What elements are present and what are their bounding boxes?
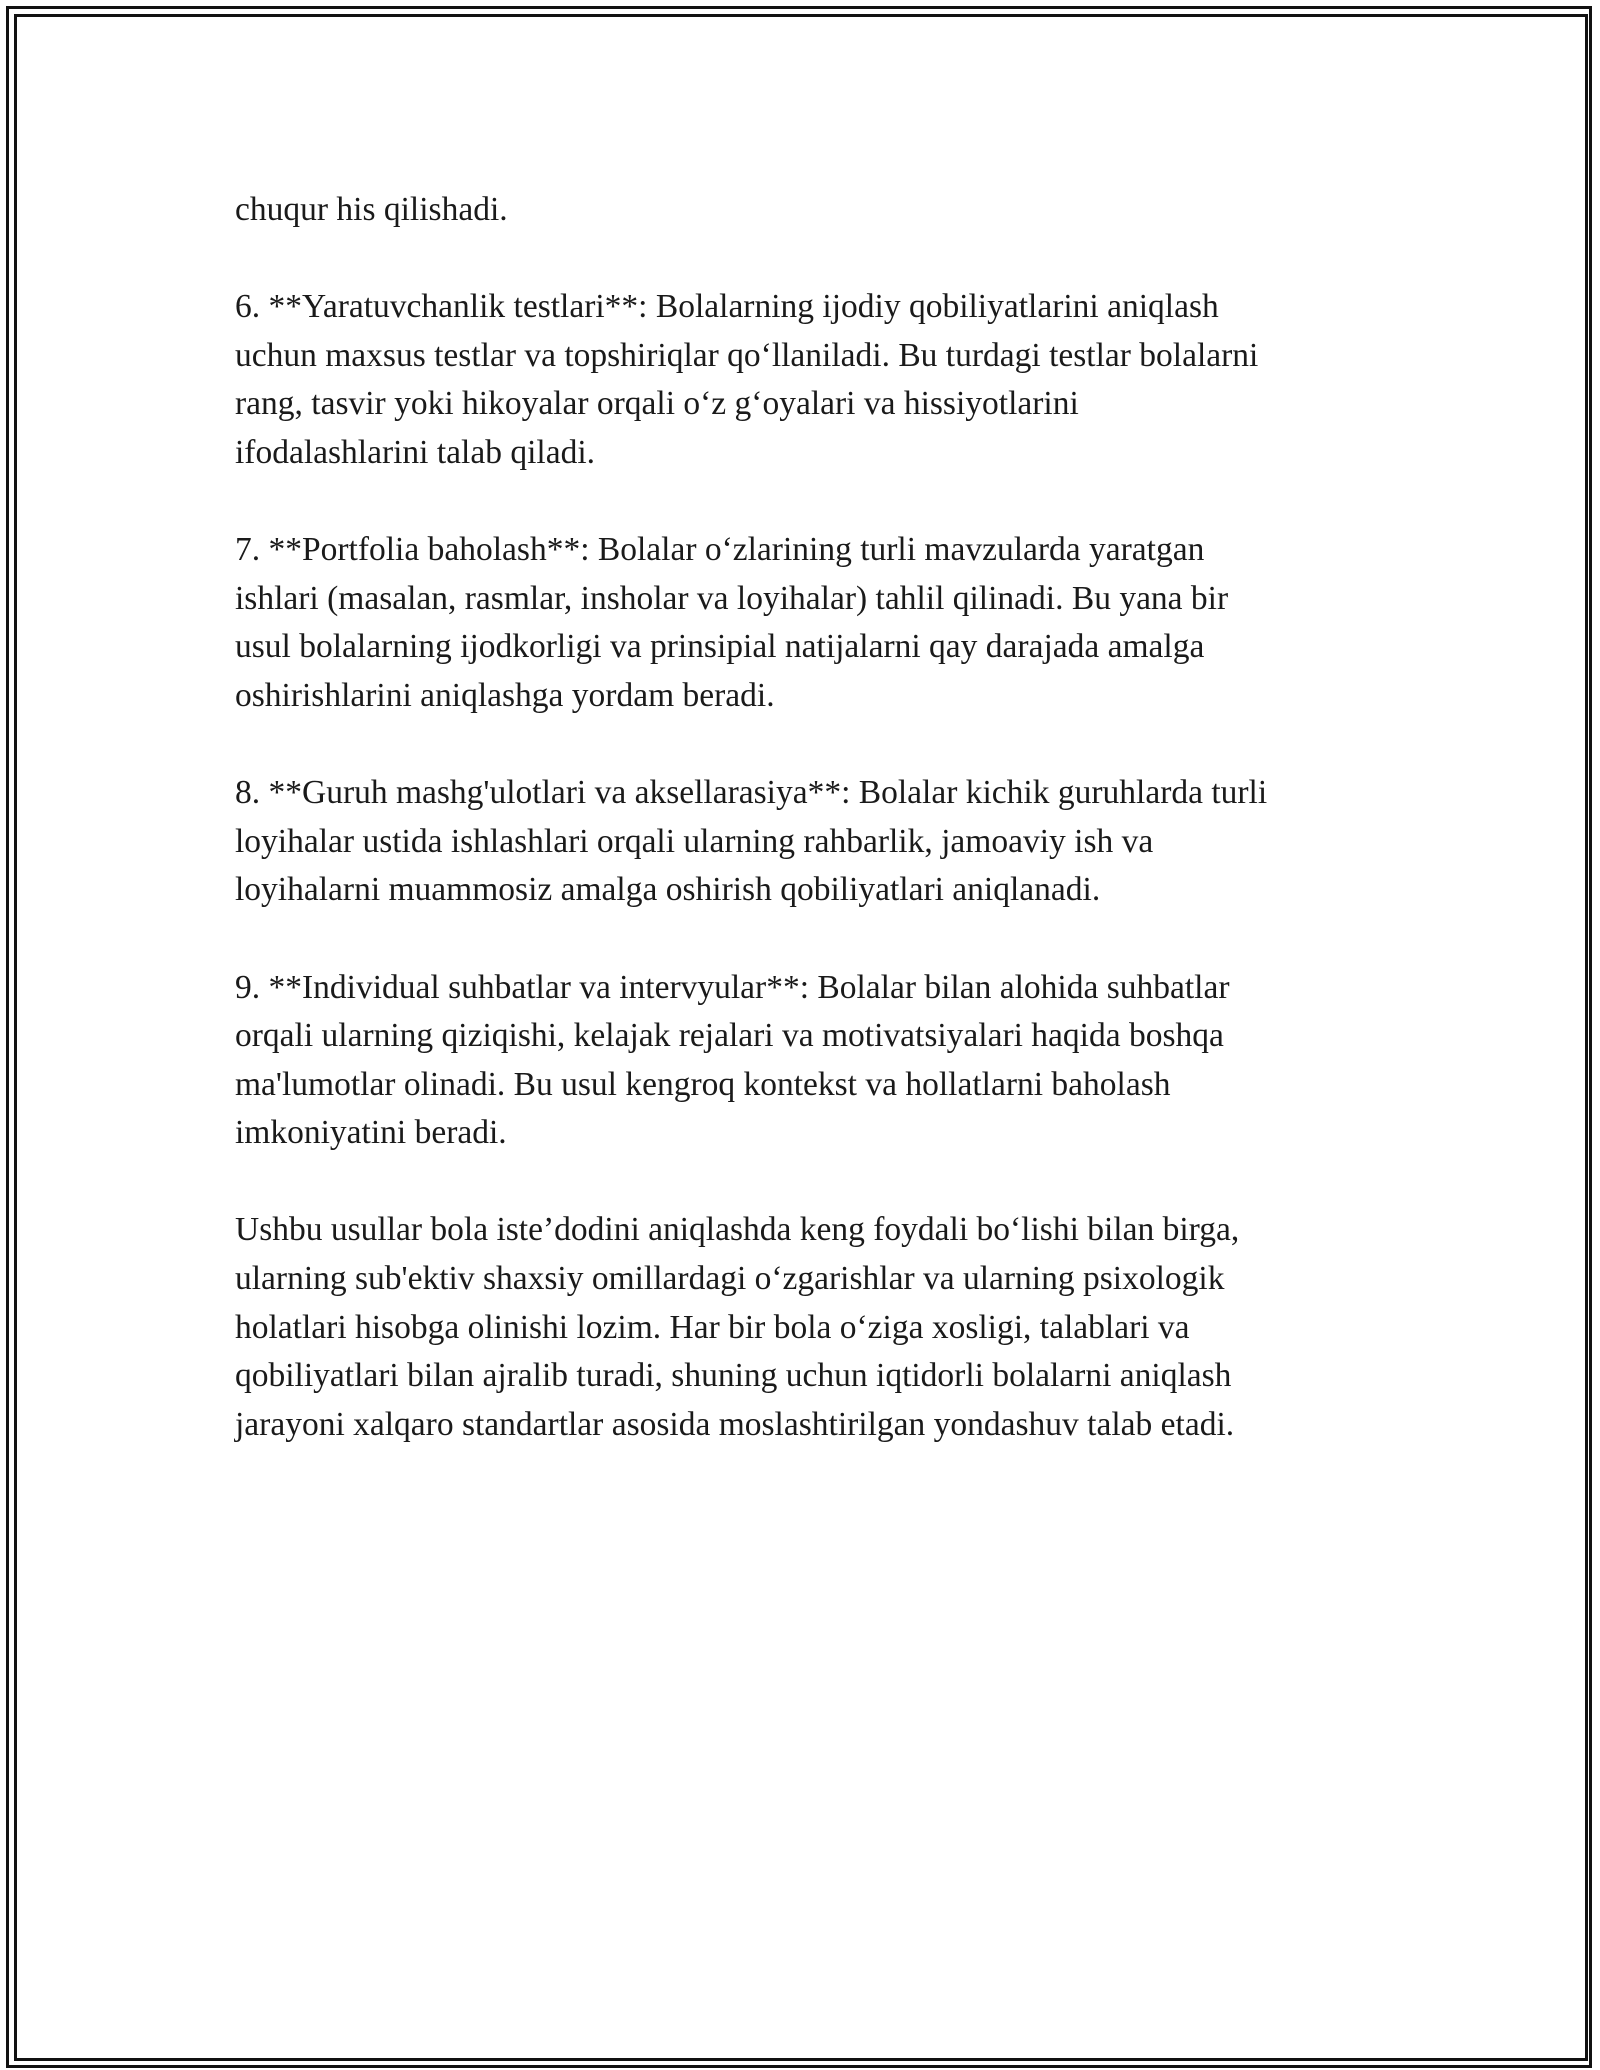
paragraph-item-7: 7. **Portfolia baholash**: Bolalar o‘zlarining turli mavzularda yaratgan ishlari (masalan, rasmlar, insholar va loyihalar) tahlil qilinadi. Bu yana bir usul bolalarning ijodkorligi va prinsipial natijalarni qay darajada amalga oshirishlarini aniqlashga yordam beradi. xyxy=(235,531,1229,714)
paragraph-item-9: 9. **Individual suhbatlar va intervyular**: Bolalar bilan alohida suhbatlar orqali ularning qiziqishi, kelajak rejalari va motivatsiyalari haqida boshqa ma'lumotlar olinadi. Bu usul kengroq kontekst va hollatlarni baholash imkoniyatini beradi. xyxy=(235,968,1230,1152)
document-body xyxy=(235,186,1385,1498)
paragraph-item-6: 6. **Yaratuvchanlik testlari**: Bolalarning ijodiy qobiliyatlarini aniqlash uchun maxsus testlar va topshiriqlar qo‘llaniladi. Bu turdagi testlar bolalarni rang, tasvir yoki hikoyalar orqali o‘z g‘oyalari va hissiyotlarini ifodalashlarini talab qiladi. xyxy=(235,288,1259,471)
paragraph-continuation: chuqur his qilishadi. xyxy=(235,191,508,228)
paragraph-conclusion: Ushbu usullar bola iste’dodini aniqlashda keng foydali bo‘lishi bilan birga, ularning sub'ektiv shaxsiy omillardagi o‘zgarishlar va ularning psixologik holatlari hisobga olinishi lozim. Har bir bola o‘ziga xosligi, talablari va qobiliyatlari bilan ajralib turadi, shuning uchun iqtidorli bolalarni aniqlash jarayoni xalqaro standartlar asosida moslashtirilgan yondashuv talab etadi. xyxy=(235,1211,1240,1443)
paragraph-item-8: 8. **Guruh mashg'ulotlari va aksellarasiya**: Bolalar kichik guruhlarda turli loyihalar ustida ishlashlari orqali ularning rahbarlik, jamoaviy ish va loyihalarni muammosiz amalga oshirish qobiliyatlari aniqlanadi. xyxy=(235,774,1268,909)
